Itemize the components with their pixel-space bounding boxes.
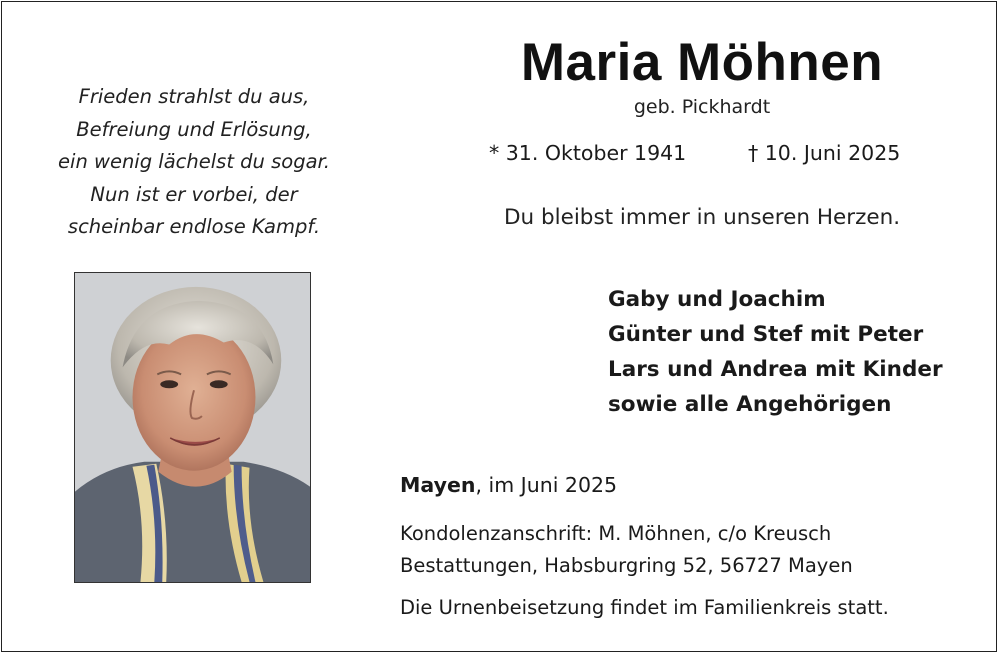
place-city: Mayen — [400, 473, 476, 497]
poem-line: scheinbar endlose Kampf. — [67, 215, 321, 238]
deceased-name: Maria Möhnen — [520, 33, 884, 92]
portrait-illustration — [75, 273, 310, 582]
poem — [24, 81, 364, 244]
urn-notice: Die Urnenbeisetzung findet im Familienkreis statt. — [400, 596, 889, 619]
poem-line: ein wenig lächelst du sogar. — [58, 150, 330, 173]
family-list — [608, 282, 943, 422]
condolence-line: Kondolenzanschrift: M. Möhnen, c/o Kreusch — [400, 522, 832, 545]
obituary-card — [1, 1, 997, 652]
place-and-date — [400, 471, 617, 499]
poem-line: Frieden strahlst du aus, — [78, 85, 310, 108]
maiden-name: geb. Pickhardt — [633, 96, 771, 118]
place-date: , im Juni 2025 — [475, 473, 618, 497]
condolence-line: Bestattungen, Habsburgring 52, 56727 Mayen — [400, 554, 853, 577]
family-member: Lars und Andrea mit Kinder — [608, 357, 943, 382]
poem-line: Befreiung und Erlösung, — [76, 117, 312, 141]
condolence-address — [400, 518, 853, 582]
poem-line: Nun ist er vorbei, der — [90, 182, 298, 206]
family-member: Gaby und Joachim — [608, 287, 826, 312]
family-member: sowie alle Angehörigen — [608, 392, 892, 417]
death-date: † 10. Juni 2025 — [748, 141, 901, 165]
portrait-photo — [74, 272, 311, 583]
family-member: Günter und Stef mit Peter — [608, 322, 924, 347]
motto: Du bleibst immer in unseren Herzen. — [503, 205, 901, 230]
birth-date: * 31. Oktober 1941 — [489, 141, 687, 165]
